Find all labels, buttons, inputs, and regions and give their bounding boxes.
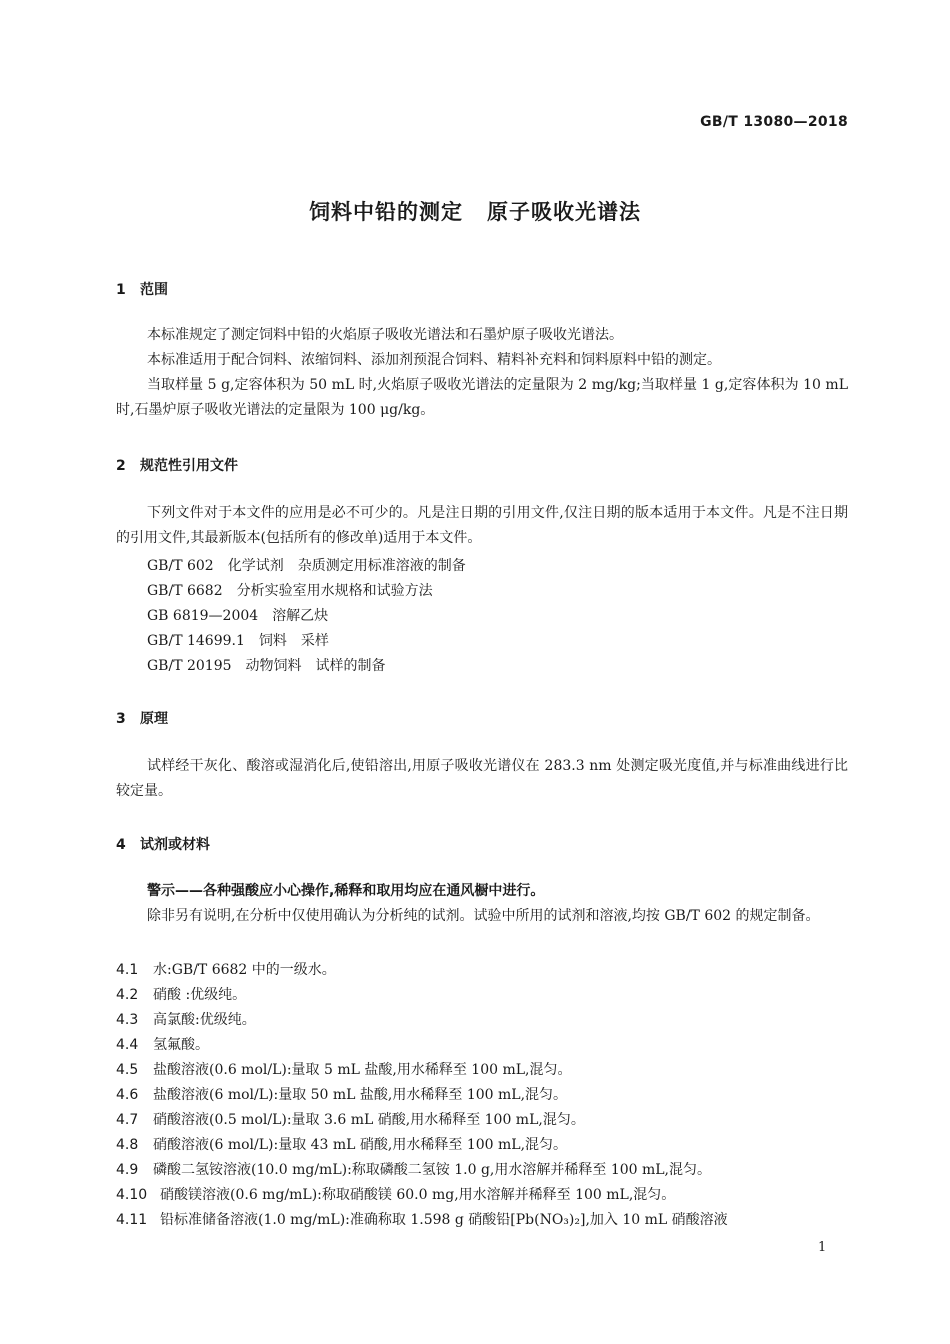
reagent-item	[116, 1134, 567, 1154]
reagent-item	[116, 1009, 256, 1029]
item-number: 4.9	[116, 1162, 139, 1178]
reference-code: GB/T 6682	[147, 583, 223, 599]
reference-item	[147, 555, 466, 575]
reagent-item	[116, 1059, 571, 1079]
item-text: 盐酸溶液(0.6 mol/L):量取 5 mL 盐酸,用水稀释至 100 mL,混匀。	[153, 1062, 572, 1078]
item-text: 硝酸溶液(6 mol/L):量取 43 mL 硝酸,用水稀释至 100 mL,混匀。	[153, 1137, 568, 1153]
section-1-heading	[116, 279, 168, 299]
reference-item	[147, 655, 386, 675]
title-part-2: 原子吸收光谱法	[487, 200, 641, 224]
section-2-heading	[116, 455, 238, 475]
principle-text: 试样经干灰化、酸溶或湿消化后,使铅溶出,用原子吸收光谱仪在 283.3 nm 处测定吸光度值,并与标准曲线进行比较定量。	[116, 758, 848, 799]
section-number: 3	[116, 711, 126, 727]
document-title	[0, 196, 950, 226]
item-text: 磷酸二氢铵溶液(10.0 mg/mL):称取磷酸二氢铵 1.0 g,用水溶解并稀释至 100 mL,混匀。	[153, 1162, 712, 1178]
reagents-intro: 除非另有说明,在分析中仅使用确认为分析纯的试剂。试验中所用的试剂和溶液,均按 GB/T 602 的规定制备。	[147, 908, 820, 924]
refs-intro: 下列文件对于本文件的应用是必不可少的。凡是注日期的引用文件,仅注日期的版本适用于本文件。凡是不注日期的引用文件,其最新版本(包括所有的修改单)适用于本文件。	[116, 505, 848, 546]
reference-code: GB/T 20195	[147, 658, 232, 674]
item-text: 硝酸 :优级纯。	[153, 987, 247, 1003]
item-text: 硝酸溶液(0.5 mol/L):量取 3.6 mL 硝酸,用水稀释至 100 mL,混匀。	[153, 1112, 585, 1128]
item-number: 4.3	[116, 1012, 139, 1028]
reagent-item	[116, 1159, 711, 1179]
scope-paragraph-2: 本标准适用于配合饲料、浓缩饲料、添加剂预混合饲料、精料补充料和饲料原料中铅的测定。	[147, 352, 721, 368]
reagent-item	[116, 1184, 675, 1204]
page-number: 1	[818, 1240, 827, 1255]
item-number: 4.4	[116, 1037, 139, 1053]
standard-number: GB/T 13080—2018	[700, 114, 848, 130]
reference-code: GB/T 14699.1	[147, 633, 245, 649]
section-number: 1	[116, 282, 126, 298]
reference-title: 溶解乙炔	[272, 608, 329, 624]
item-number: 4.11	[116, 1212, 148, 1228]
safety-warning: 警示——各种强酸应小心操作,稀释和取用均应在通风橱中进行。	[147, 883, 545, 899]
item-number: 4.10	[116, 1187, 148, 1203]
section-3-heading	[116, 708, 168, 728]
section-number: 2	[116, 458, 126, 474]
section-number: 4	[116, 837, 126, 853]
scope-paragraph-1: 本标准规定了测定饲料中铅的火焰原子吸收光谱法和石墨炉原子吸收光谱法。	[147, 327, 623, 343]
reagent-item	[116, 1209, 728, 1229]
item-number: 4.8	[116, 1137, 139, 1153]
reference-item	[147, 580, 433, 600]
reagent-item	[116, 1034, 209, 1054]
item-text: 水:GB/T 6682 中的一级水。	[153, 962, 336, 978]
scope-paragraph-3: 当取样量 5 g,定容体积为 50 mL 时,火焰原子吸收光谱法的定量限为 2 mg/kg;当取样量 1 g,定容体积为 10 mL 时,石墨炉原子吸收光谱法的定量限为 100 μg/kg。	[116, 377, 848, 418]
reference-title: 动物饲料 试样的制备	[245, 658, 386, 674]
item-number: 4.1	[116, 962, 139, 978]
reagent-item	[116, 984, 246, 1004]
reference-title: 化学试剂 杂质测定用标准溶液的制备	[227, 558, 466, 574]
reagent-item	[116, 1084, 567, 1104]
reference-title: 分析实验室用水规格和试验方法	[236, 583, 433, 599]
item-text: 铅标准储备溶液(1.0 mg/mL):准确称取 1.598 g 硝酸铅[Pb(NO₃)₂],加入 10 mL 硝酸溶液	[160, 1212, 728, 1228]
item-text: 高氯酸:优级纯。	[153, 1012, 256, 1028]
reference-code: GB/T 602	[147, 558, 214, 574]
reference-code: GB 6819—2004	[147, 608, 259, 624]
title-part-1: 饲料中铅的测定	[309, 200, 463, 224]
reference-item	[147, 630, 329, 650]
section-title: 规范性引用文件	[140, 458, 238, 474]
item-text: 氢氟酸。	[153, 1037, 209, 1053]
item-number: 4.5	[116, 1062, 139, 1078]
item-number: 4.7	[116, 1112, 139, 1128]
item-number: 4.6	[116, 1087, 139, 1103]
item-number: 4.2	[116, 987, 139, 1003]
reference-title: 饲料 采样	[258, 633, 329, 649]
section-title: 原理	[140, 711, 168, 727]
item-text: 硝酸镁溶液(0.6 mg/mL):称取硝酸镁 60.0 mg,用水溶解并稀释至 100 mL,混匀。	[160, 1187, 676, 1203]
reagent-item	[116, 959, 336, 979]
section-title: 范围	[140, 282, 168, 298]
reference-item	[147, 605, 328, 625]
reagent-item	[116, 1109, 585, 1129]
item-text: 盐酸溶液(6 mol/L):量取 50 mL 盐酸,用水稀释至 100 mL,混匀。	[153, 1087, 568, 1103]
section-4-heading	[116, 834, 210, 854]
section-title: 试剂或材料	[140, 837, 210, 853]
